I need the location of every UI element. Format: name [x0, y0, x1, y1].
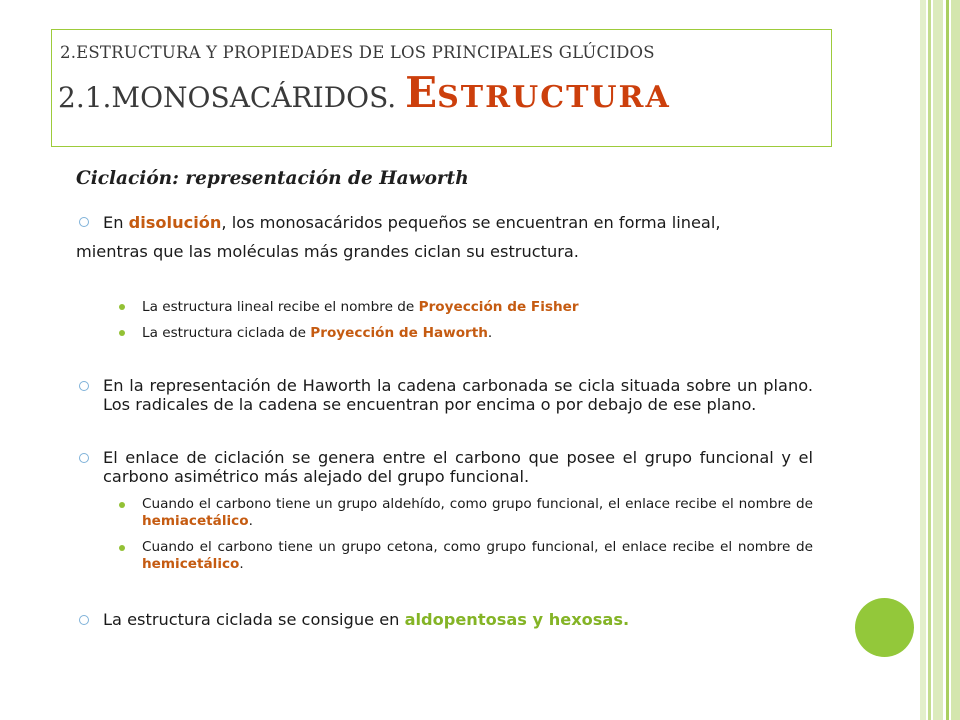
ring-bullet-icon [79, 615, 89, 625]
p4-text: La estructura ciclada se consigue en [103, 610, 405, 629]
sub2-highlight: Proyección de Haworth [310, 325, 488, 341]
paragraph-1-line-2: mientras que las moléculas más grandes ciclan su estructura. [76, 242, 579, 261]
sub2-end: . [487, 325, 493, 341]
ring-bullet-icon [79, 453, 89, 463]
sub-item-fisher [142, 299, 579, 316]
sub-item-haworth [142, 325, 492, 342]
page-title [58, 68, 671, 117]
sub4-highlight: hemicetálico [142, 556, 240, 572]
dot-bullet-icon [119, 502, 125, 508]
decorative-green-circle [855, 598, 914, 657]
title-prefix: 2.1.MONOSACÁRIDOS. [58, 81, 406, 114]
p1-text-c: , los monosacáridos pequeños se encuentran en forma lineal, [221, 213, 721, 232]
sub2-text: La estructura ciclada de [142, 325, 311, 341]
paragraph-3: El enlace de ciclación se genera entre el carbono que posee el grupo funcional y el carbono asimétrico más alejado del grupo funcional. [103, 448, 813, 486]
sub3-end: . [248, 513, 253, 529]
sub4-end: . [239, 556, 244, 572]
title-initial: E [405, 68, 438, 117]
ring-bullet-icon [79, 217, 89, 227]
paragraph-1-line-1 [103, 213, 720, 232]
section-heading: 2.ESTRUCTURA Y PROPIEDADES DE LOS PRINCIPALES GLÚCIDOS [60, 43, 655, 62]
p1-highlight: disolución [128, 213, 222, 232]
sub3-highlight: hemiacetálico [142, 513, 249, 529]
paragraph-2: En la representación de Haworth la cadena carbonada se cicla situada sobre un plano. Los radicales de la cadena se encuentran por encima o por debajo de ese plano. [103, 376, 813, 414]
paragraph-4 [103, 610, 629, 629]
sub1-text: La estructura lineal recibe el nombre de [142, 299, 419, 315]
sub1-highlight: Proyección de Fisher [418, 299, 579, 315]
dot-bullet-icon [119, 304, 125, 310]
p4-highlight: aldopentosas y hexosas. [404, 610, 630, 629]
p1-text-a: En [103, 213, 129, 232]
sub4-text: Cuando el carbono tiene un grupo cetona, como grupo funcional, el enlace recibe el nombre de [142, 539, 813, 555]
decorative-stripes [920, 0, 960, 720]
sub-item-hemicetal [142, 539, 813, 573]
sub3-text: Cuando el carbono tiene un grupo aldehído, como grupo funcional, el enlace recibe el nombre de [142, 496, 813, 512]
title-rest: STRUCTURA [437, 80, 671, 115]
sub-item-hemiacetal [142, 496, 813, 530]
subtitle: Ciclación: representación de Haworth [76, 168, 469, 189]
ring-bullet-icon [79, 381, 89, 391]
dot-bullet-icon [119, 330, 125, 336]
dot-bullet-icon [119, 545, 125, 551]
